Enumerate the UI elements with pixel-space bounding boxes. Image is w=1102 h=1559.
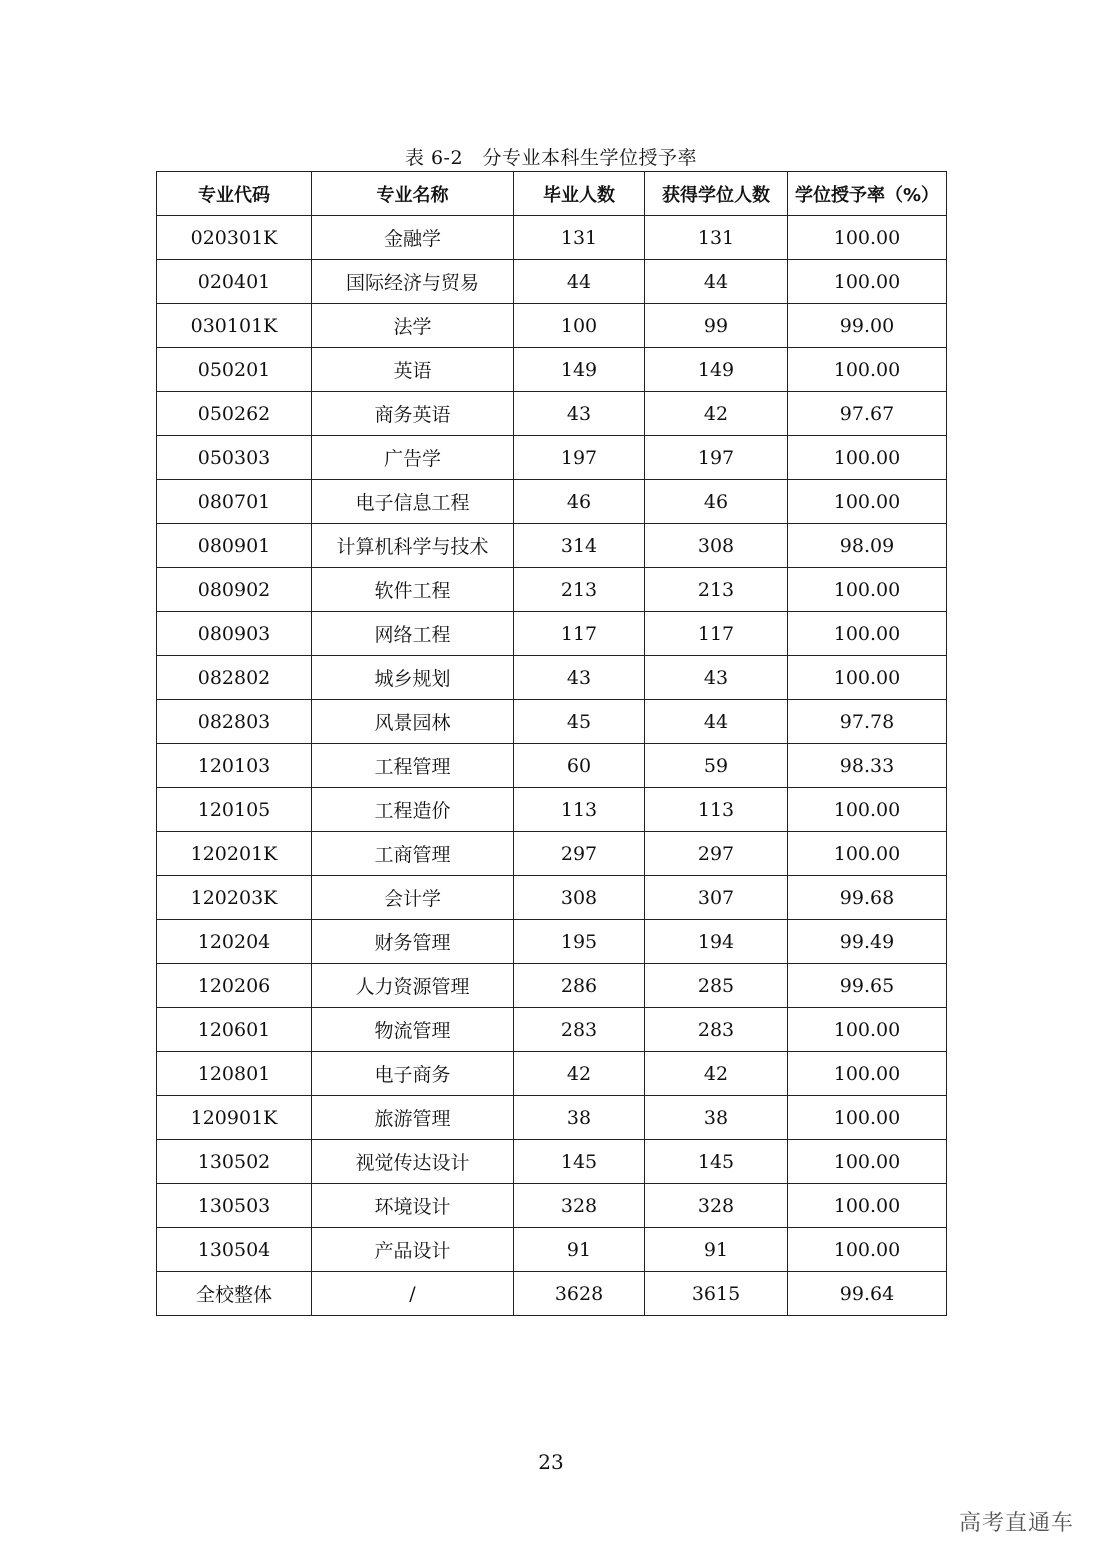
table-row (157, 1052, 947, 1096)
cell-major-code: 080902 (157, 568, 312, 612)
table-row (157, 1096, 947, 1140)
table-row (157, 1184, 947, 1228)
cell-degree-rate: 98.09 (788, 524, 947, 568)
table-row (157, 436, 947, 480)
cell-degree-rate: 100.00 (788, 1184, 947, 1228)
cell-degree-recipients: 117 (645, 612, 788, 656)
cell-degree-rate: 97.78 (788, 700, 947, 744)
cell-degree-recipients: 145 (645, 1140, 788, 1184)
cell-major-name: 旅游管理 (312, 1096, 514, 1140)
cell-degree-recipients: 46 (645, 480, 788, 524)
cell-major-name: 法学 (312, 304, 514, 348)
table-row (157, 260, 947, 304)
cell-degree-recipients: 308 (645, 524, 788, 568)
cell-graduates: 145 (514, 1140, 645, 1184)
cell-major-code: 120103 (157, 744, 312, 788)
cell-major-code: 120206 (157, 964, 312, 1008)
header-graduates: 毕业人数 (514, 172, 645, 216)
cell-degree-rate: 100.00 (788, 348, 947, 392)
cell-degree-recipients: 283 (645, 1008, 788, 1052)
cell-degree-rate: 100.00 (788, 788, 947, 832)
cell-major-name: 电子信息工程 (312, 480, 514, 524)
table-body (157, 216, 947, 1316)
cell-major-name: 软件工程 (312, 568, 514, 612)
cell-degree-rate: 100.00 (788, 568, 947, 612)
cell-degree-recipients: 307 (645, 876, 788, 920)
cell-major-code: 082802 (157, 656, 312, 700)
header-degree-recipients: 获得学位人数 (645, 172, 788, 216)
cell-degree-rate: 100.00 (788, 260, 947, 304)
table-row (157, 1008, 947, 1052)
cell-graduates: 43 (514, 656, 645, 700)
table-row (157, 392, 947, 436)
cell-degree-rate: 99.65 (788, 964, 947, 1008)
cell-major-code: 130503 (157, 1184, 312, 1228)
cell-graduates: 131 (514, 216, 645, 260)
table-row (157, 480, 947, 524)
cell-graduates: 297 (514, 832, 645, 876)
table-row (157, 964, 947, 1008)
cell-major-code: 120801 (157, 1052, 312, 1096)
cell-degree-recipients: 113 (645, 788, 788, 832)
cell-degree-rate: 99.68 (788, 876, 947, 920)
cell-degree-rate: 100.00 (788, 832, 947, 876)
cell-graduates: 113 (514, 788, 645, 832)
header-degree-rate: 学位授予率（%） (788, 172, 947, 216)
cell-major-name: 国际经济与贸易 (312, 260, 514, 304)
cell-graduates: 308 (514, 876, 645, 920)
cell-graduates: 3628 (514, 1272, 645, 1316)
cell-major-name: 会计学 (312, 876, 514, 920)
cell-graduates: 44 (514, 260, 645, 304)
cell-graduates: 42 (514, 1052, 645, 1096)
page-number: 23 (538, 1450, 564, 1474)
cell-degree-recipients: 44 (645, 700, 788, 744)
cell-degree-rate: 100.00 (788, 216, 947, 260)
cell-degree-recipients: 42 (645, 392, 788, 436)
table-row (157, 788, 947, 832)
cell-graduates: 60 (514, 744, 645, 788)
cell-major-code: 全校整体 (157, 1272, 312, 1316)
table-row (157, 216, 947, 260)
cell-degree-recipients: 213 (645, 568, 788, 612)
cell-degree-rate: 100.00 (788, 656, 947, 700)
cell-graduates: 117 (514, 612, 645, 656)
cell-degree-recipients: 297 (645, 832, 788, 876)
cell-major-code: 050303 (157, 436, 312, 480)
cell-degree-recipients: 43 (645, 656, 788, 700)
cell-graduates: 328 (514, 1184, 645, 1228)
cell-degree-recipients: 194 (645, 920, 788, 964)
cell-major-code: 082803 (157, 700, 312, 744)
cell-major-name: 风景园林 (312, 700, 514, 744)
table-row (157, 304, 947, 348)
cell-major-code: 050201 (157, 348, 312, 392)
cell-graduates: 149 (514, 348, 645, 392)
degree-rate-table (156, 171, 947, 1316)
table-row (157, 700, 947, 744)
table-row (157, 1272, 947, 1316)
table-row (157, 524, 947, 568)
cell-graduates: 46 (514, 480, 645, 524)
cell-degree-rate: 100.00 (788, 612, 947, 656)
cell-graduates: 195 (514, 920, 645, 964)
table-row (157, 1228, 947, 1272)
cell-major-name: 网络工程 (312, 612, 514, 656)
cell-graduates: 43 (514, 392, 645, 436)
cell-graduates: 213 (514, 568, 645, 612)
table-row (157, 612, 947, 656)
cell-degree-rate: 100.00 (788, 436, 947, 480)
cell-graduates: 91 (514, 1228, 645, 1272)
table-row (157, 1140, 947, 1184)
cell-graduates: 197 (514, 436, 645, 480)
cell-major-name: 商务英语 (312, 392, 514, 436)
cell-major-code: 050262 (157, 392, 312, 436)
cell-graduates: 38 (514, 1096, 645, 1140)
cell-degree-recipients: 285 (645, 964, 788, 1008)
table-row (157, 348, 947, 392)
cell-major-code: 080903 (157, 612, 312, 656)
cell-degree-rate: 98.33 (788, 744, 947, 788)
cell-degree-recipients: 99 (645, 304, 788, 348)
cell-major-code: 030101K (157, 304, 312, 348)
cell-degree-rate: 99.00 (788, 304, 947, 348)
cell-major-name: 工商管理 (312, 832, 514, 876)
table-caption: 表 6-2 分专业本科生学位授予率 (404, 147, 698, 169)
cell-major-name: 电子商务 (312, 1052, 514, 1096)
cell-degree-recipients: 131 (645, 216, 788, 260)
cell-degree-recipients: 3615 (645, 1272, 788, 1316)
table-row (157, 568, 947, 612)
cell-degree-recipients: 328 (645, 1184, 788, 1228)
cell-degree-rate: 97.67 (788, 392, 947, 436)
cell-major-code: 120204 (157, 920, 312, 964)
watermark-text: 高考直通车 (958, 1511, 1074, 1536)
cell-major-name: 广告学 (312, 436, 514, 480)
cell-major-code: 120901K (157, 1096, 312, 1140)
cell-major-name: 产品设计 (312, 1228, 514, 1272)
cell-degree-rate: 100.00 (788, 1228, 947, 1272)
cell-degree-recipients: 197 (645, 436, 788, 480)
cell-major-code: 020301K (157, 216, 312, 260)
cell-major-name: 财务管理 (312, 920, 514, 964)
cell-degree-rate: 100.00 (788, 1140, 947, 1184)
cell-degree-rate: 100.00 (788, 480, 947, 524)
cell-major-name: / (312, 1272, 514, 1316)
cell-graduates: 45 (514, 700, 645, 744)
cell-major-name: 物流管理 (312, 1008, 514, 1052)
cell-major-code: 120601 (157, 1008, 312, 1052)
cell-major-code: 020401 (157, 260, 312, 304)
cell-major-name: 环境设计 (312, 1184, 514, 1228)
cell-major-code: 120105 (157, 788, 312, 832)
cell-graduates: 283 (514, 1008, 645, 1052)
cell-degree-rate: 100.00 (788, 1052, 947, 1096)
cell-major-code: 120201K (157, 832, 312, 876)
table-row (157, 656, 947, 700)
cell-degree-recipients: 149 (645, 348, 788, 392)
table-row (157, 832, 947, 876)
cell-degree-rate: 99.64 (788, 1272, 947, 1316)
cell-graduates: 286 (514, 964, 645, 1008)
cell-major-code: 130502 (157, 1140, 312, 1184)
cell-major-name: 人力资源管理 (312, 964, 514, 1008)
cell-graduates: 100 (514, 304, 645, 348)
cell-degree-recipients: 42 (645, 1052, 788, 1096)
cell-degree-rate: 99.49 (788, 920, 947, 964)
cell-major-code: 080901 (157, 524, 312, 568)
header-major-name: 专业名称 (312, 172, 514, 216)
cell-major-name: 工程造价 (312, 788, 514, 832)
table-row (157, 876, 947, 920)
cell-major-code: 130504 (157, 1228, 312, 1272)
cell-major-name: 英语 (312, 348, 514, 392)
cell-major-name: 城乡规划 (312, 656, 514, 700)
cell-major-code: 080701 (157, 480, 312, 524)
cell-major-name: 工程管理 (312, 744, 514, 788)
cell-degree-recipients: 59 (645, 744, 788, 788)
cell-degree-recipients: 44 (645, 260, 788, 304)
cell-major-code: 120203K (157, 876, 312, 920)
cell-degree-recipients: 91 (645, 1228, 788, 1272)
cell-graduates: 314 (514, 524, 645, 568)
cell-major-name: 视觉传达设计 (312, 1140, 514, 1184)
cell-major-name: 金融学 (312, 216, 514, 260)
cell-major-name: 计算机科学与技术 (312, 524, 514, 568)
cell-degree-recipients: 38 (645, 1096, 788, 1140)
table-row (157, 920, 947, 964)
header-major-code: 专业代码 (157, 172, 312, 216)
cell-degree-rate: 100.00 (788, 1096, 947, 1140)
cell-degree-rate: 100.00 (788, 1008, 947, 1052)
table-row (157, 744, 947, 788)
table-header-row (157, 172, 947, 216)
